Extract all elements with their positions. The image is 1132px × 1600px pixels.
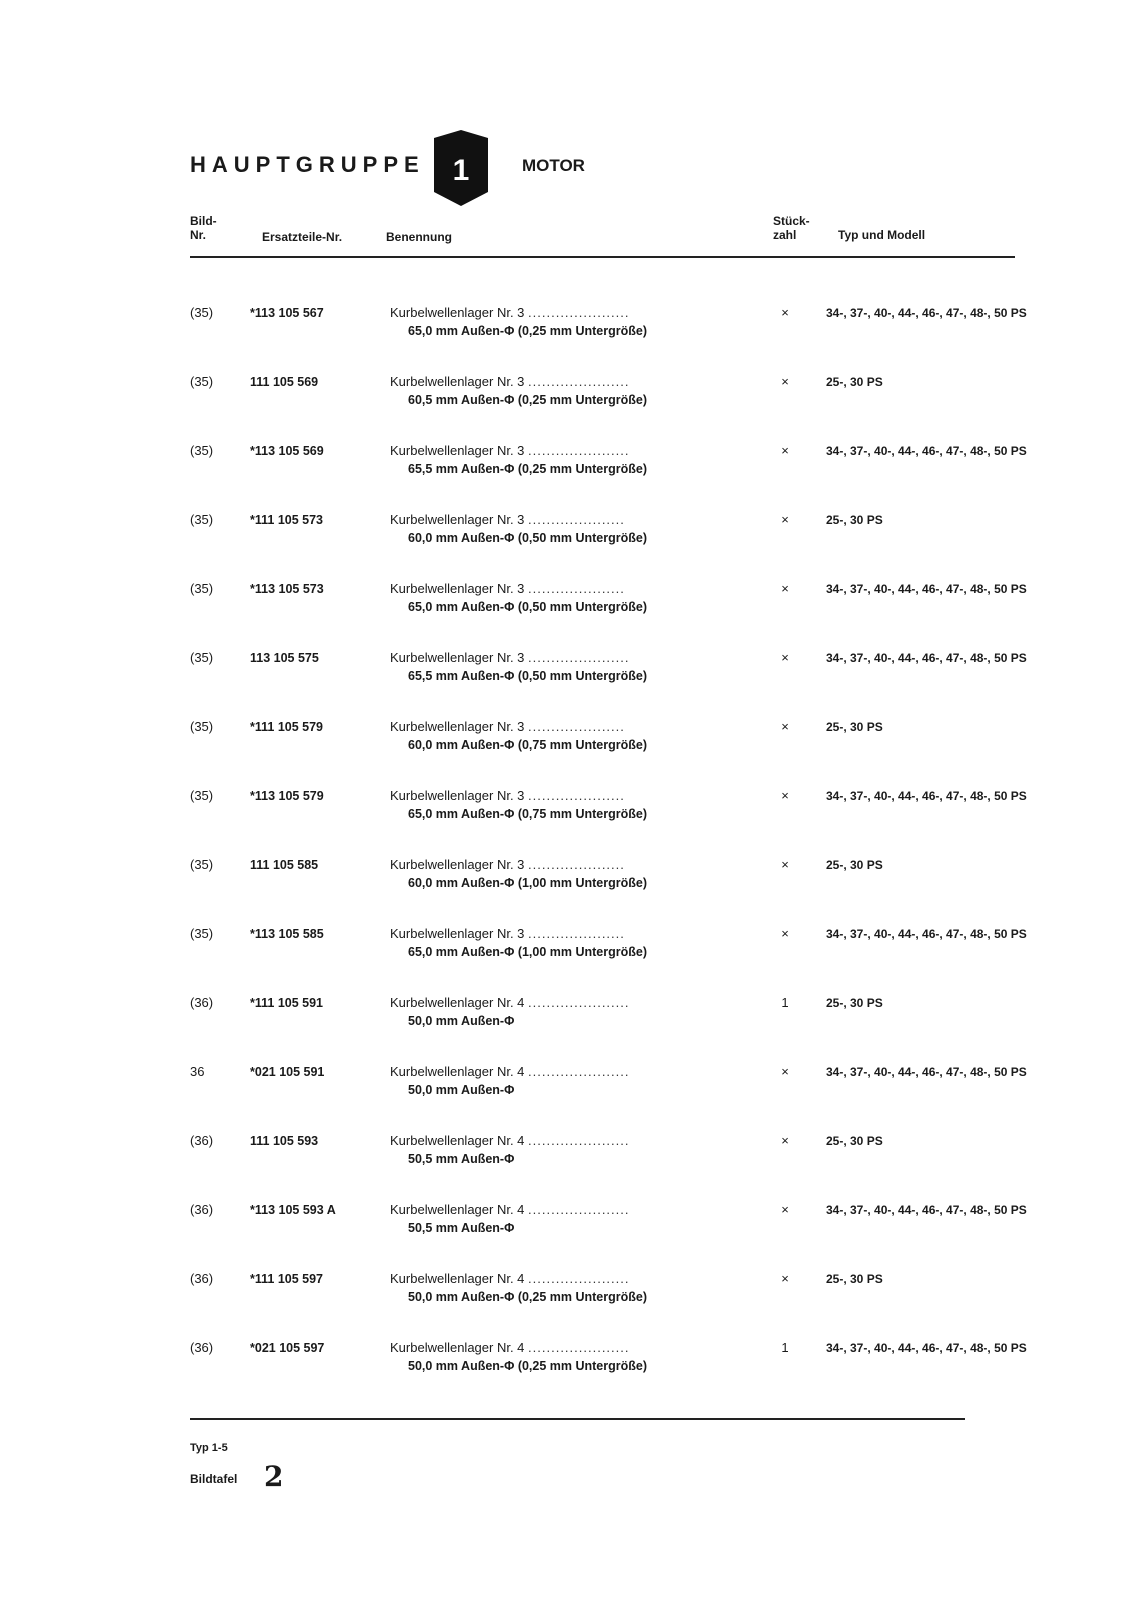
part-number: *113 105 585: [250, 927, 324, 941]
type-model: 25-, 30 PS: [826, 1134, 883, 1148]
part-detail: 65,0 mm Außen-Φ (0,25 mm Untergröße): [408, 324, 648, 338]
table-row: [190, 304, 1027, 373]
table-row: [190, 1132, 1015, 1201]
table-row: [190, 1063, 1027, 1132]
bild-nr: (36): [190, 995, 214, 1010]
bild-nr: (36): [190, 1202, 214, 1217]
header-rule: [190, 256, 1015, 258]
part-number: *113 105 593 A: [250, 1203, 336, 1217]
table-row: [190, 787, 1027, 856]
bild-nr: (35): [190, 857, 214, 872]
part-name: [390, 304, 770, 340]
table-row: [190, 649, 1027, 718]
part-number: 111 105 569: [250, 375, 319, 389]
table-row: [190, 580, 1027, 649]
type-model: 34-, 37-, 40-, 44-, 46-, 47-, 48-, 50 PS: [826, 789, 1027, 803]
table-row: [190, 373, 1015, 442]
part-detail: 65,5 mm Außen-Φ (0,50 mm Untergröße): [408, 669, 648, 683]
leader-dots: ......................: [528, 1271, 630, 1286]
bild-nr: (35): [190, 788, 214, 803]
type-model: 25-, 30 PS: [826, 513, 883, 527]
leader-dots: .....................: [528, 788, 625, 803]
col-ersatzteile-nr: Ersatzteile-Nr.: [262, 230, 343, 244]
type-model: 34-, 37-, 40-, 44-, 46-, 47-, 48-, 50 PS: [826, 1065, 1027, 1079]
type-model: 34-, 37-, 40-, 44-, 46-, 47-, 48-, 50 PS: [826, 651, 1027, 665]
leader-dots: .....................: [528, 719, 625, 734]
bild-nr: (35): [190, 581, 214, 596]
leader-dots: .....................: [528, 581, 625, 596]
group-label: HAUPTGRUPPE: [190, 152, 425, 177]
part-name-text: Kurbelwellenlager Nr. 3: [390, 650, 525, 665]
quantity: ×: [781, 1202, 789, 1217]
quantity: ×: [781, 650, 789, 665]
quantity: ×: [781, 1271, 789, 1286]
type-model: 34-, 37-, 40-, 44-, 46-, 47-, 48-, 50 PS: [826, 927, 1027, 941]
quantity: 1: [781, 995, 789, 1010]
part-name: [390, 718, 770, 754]
part-number: *113 105 579: [250, 789, 324, 803]
quantity: ×: [781, 305, 789, 320]
part-number: 113 105 575: [250, 651, 319, 665]
bild-nr: (35): [190, 512, 214, 527]
part-number: 111 105 593: [250, 1134, 319, 1148]
bild-nr: (36): [190, 1340, 214, 1355]
part-name-text: Kurbelwellenlager Nr. 4: [390, 1133, 525, 1148]
leader-dots: ......................: [528, 305, 630, 320]
part-detail: 50,0 mm Außen-Φ: [408, 1014, 515, 1028]
part-number: *111 105 597: [250, 1272, 323, 1286]
table-row: [190, 1270, 1015, 1339]
table-row: [190, 856, 1015, 925]
part-detail: 50,5 mm Außen-Φ: [408, 1221, 515, 1235]
type-model: 25-, 30 PS: [826, 996, 883, 1010]
quantity: ×: [781, 788, 789, 803]
part-detail: 60,5 mm Außen-Φ (0,25 mm Untergröße): [408, 393, 648, 407]
bild-nr: 36: [190, 1064, 205, 1079]
footer-bildtafel-label: Bildtafel: [190, 1472, 238, 1486]
table-row: [190, 994, 1015, 1063]
bild-nr: (36): [190, 1133, 214, 1148]
type-model: 25-, 30 PS: [826, 720, 883, 734]
part-number: *113 105 569: [250, 444, 324, 458]
type-model: 34-, 37-, 40-, 44-, 46-, 47-, 48-, 50 PS: [826, 444, 1027, 458]
bild-nr: (36): [190, 1271, 214, 1286]
quantity: ×: [781, 512, 789, 527]
type-model: 34-, 37-, 40-, 44-, 46-, 47-, 48-, 50 PS: [826, 306, 1027, 320]
type-model: 25-, 30 PS: [826, 1272, 883, 1286]
part-detail: 60,0 mm Außen-Φ (0,50 mm Untergröße): [408, 531, 648, 545]
bild-nr: (35): [190, 305, 214, 320]
type-model: 34-, 37-, 40-, 44-, 46-, 47-, 48-, 50 PS: [826, 582, 1027, 596]
type-model: 34-, 37-, 40-, 44-, 46-, 47-, 48-, 50 PS: [826, 1341, 1027, 1355]
part-detail: 60,0 mm Außen-Φ (1,00 mm Untergröße): [408, 876, 648, 890]
part-number: *111 105 579: [250, 720, 323, 734]
part-name-text: Kurbelwellenlager Nr. 3: [390, 305, 525, 320]
type-model: 25-, 30 PS: [826, 858, 883, 872]
type-model: 34-, 37-, 40-, 44-, 46-, 47-, 48-, 50 PS: [826, 1203, 1027, 1217]
bild-nr: (35): [190, 650, 214, 665]
quantity: ×: [781, 374, 789, 389]
table-row: [190, 1201, 1027, 1270]
part-name-text: Kurbelwellenlager Nr. 4: [390, 1202, 525, 1217]
parts-list: [190, 304, 1027, 1408]
leader-dots: ......................: [528, 995, 630, 1010]
quantity: ×: [781, 1133, 789, 1148]
part-name-text: Kurbelwellenlager Nr. 3: [390, 926, 525, 941]
part-name-text: Kurbelwellenlager Nr. 3: [390, 857, 525, 872]
leader-dots: .....................: [528, 926, 625, 941]
part-number: *021 105 591: [250, 1065, 325, 1079]
part-name-text: Kurbelwellenlager Nr. 4: [390, 1064, 525, 1079]
quantity: ×: [781, 719, 789, 734]
part-name-text: Kurbelwellenlager Nr. 3: [390, 719, 525, 734]
part-detail: 50,5 mm Außen-Φ: [408, 1152, 515, 1166]
part-number: *111 105 591: [250, 996, 323, 1010]
leader-dots: ......................: [528, 1064, 630, 1079]
part-detail: 50,0 mm Außen-Φ (0,25 mm Untergröße): [408, 1290, 648, 1304]
part-name: [390, 1201, 770, 1237]
part-name-text: Kurbelwellenlager Nr. 4: [390, 1340, 525, 1355]
part-name: [390, 994, 770, 1030]
quantity: 1: [781, 1340, 789, 1355]
group-name: MOTOR: [522, 156, 585, 175]
part-name: [390, 1339, 770, 1375]
col-stueckzahl: Stück- zahl: [773, 214, 810, 242]
quantity: ×: [781, 1064, 789, 1079]
table-row: [190, 511, 1015, 580]
table-row: [190, 718, 1015, 787]
group-number: 1: [452, 154, 470, 187]
part-name-text: Kurbelwellenlager Nr. 4: [390, 995, 525, 1010]
part-name-text: Kurbelwellenlager Nr. 4: [390, 1271, 525, 1286]
page-header: [190, 128, 1010, 208]
part-detail: 50,0 mm Außen-Φ: [408, 1083, 515, 1097]
group-number-badge: [430, 130, 492, 206]
col-typ-modell: Typ und Modell: [838, 228, 926, 242]
part-name-text: Kurbelwellenlager Nr. 3: [390, 512, 525, 527]
part-detail: 65,0 mm Außen-Φ (1,00 mm Untergröße): [408, 945, 648, 959]
quantity: ×: [781, 581, 789, 596]
part-name: [390, 373, 770, 409]
leader-dots: .....................: [528, 512, 625, 527]
part-name: [390, 580, 770, 616]
quantity: ×: [781, 443, 789, 458]
leader-dots: .....................: [528, 857, 625, 872]
part-detail: 65,0 mm Außen-Φ (0,50 mm Untergröße): [408, 600, 648, 614]
part-name: [390, 925, 770, 961]
part-detail: 60,0 mm Außen-Φ (0,75 mm Untergröße): [408, 738, 648, 752]
part-name: [390, 787, 770, 823]
bild-nr: (35): [190, 926, 214, 941]
table-row: [190, 1339, 1027, 1408]
leader-dots: ......................: [528, 1340, 630, 1355]
part-name: [390, 1270, 770, 1306]
part-number: *111 105 573: [250, 513, 323, 527]
table-row: [190, 925, 1027, 994]
part-name-text: Kurbelwellenlager Nr. 3: [390, 788, 525, 803]
part-number: *113 105 573: [250, 582, 324, 596]
footer-page-number: 2: [264, 1460, 284, 1493]
type-model: 25-, 30 PS: [826, 375, 883, 389]
part-name: [390, 1132, 770, 1168]
leader-dots: ......................: [528, 374, 630, 389]
part-name-text: Kurbelwellenlager Nr. 3: [390, 443, 525, 458]
leader-dots: ......................: [528, 1133, 630, 1148]
part-name-text: Kurbelwellenlager Nr. 3: [390, 581, 525, 596]
leader-dots: ......................: [528, 650, 630, 665]
part-number: *113 105 567: [250, 306, 324, 320]
table-row: [190, 442, 1027, 511]
part-name: [390, 856, 770, 892]
col-benennung: Benennung: [386, 230, 452, 244]
col-bild-nr: Bild- Nr.: [190, 214, 217, 242]
quantity: ×: [781, 926, 789, 941]
leader-dots: ......................: [528, 443, 630, 458]
column-headers: [190, 214, 1010, 254]
footer-rule: [190, 1418, 965, 1420]
part-detail: 65,5 mm Außen-Φ (0,25 mm Untergröße): [408, 462, 648, 476]
part-number: 111 105 585: [250, 858, 319, 872]
part-name: [390, 511, 770, 547]
part-number: *021 105 597: [250, 1341, 325, 1355]
part-name: [390, 1063, 770, 1099]
bild-nr: (35): [190, 443, 214, 458]
bild-nr: (35): [190, 374, 214, 389]
part-name: [390, 649, 770, 685]
quantity: ×: [781, 857, 789, 872]
part-name: [390, 442, 770, 478]
leader-dots: ......................: [528, 1202, 630, 1217]
part-name-text: Kurbelwellenlager Nr. 3: [390, 374, 525, 389]
part-detail: 50,0 mm Außen-Φ (0,25 mm Untergröße): [408, 1359, 648, 1373]
part-detail: 65,0 mm Außen-Φ (0,75 mm Untergröße): [408, 807, 648, 821]
footer-typ: Typ 1-5: [190, 1442, 228, 1454]
bild-nr: (35): [190, 719, 214, 734]
